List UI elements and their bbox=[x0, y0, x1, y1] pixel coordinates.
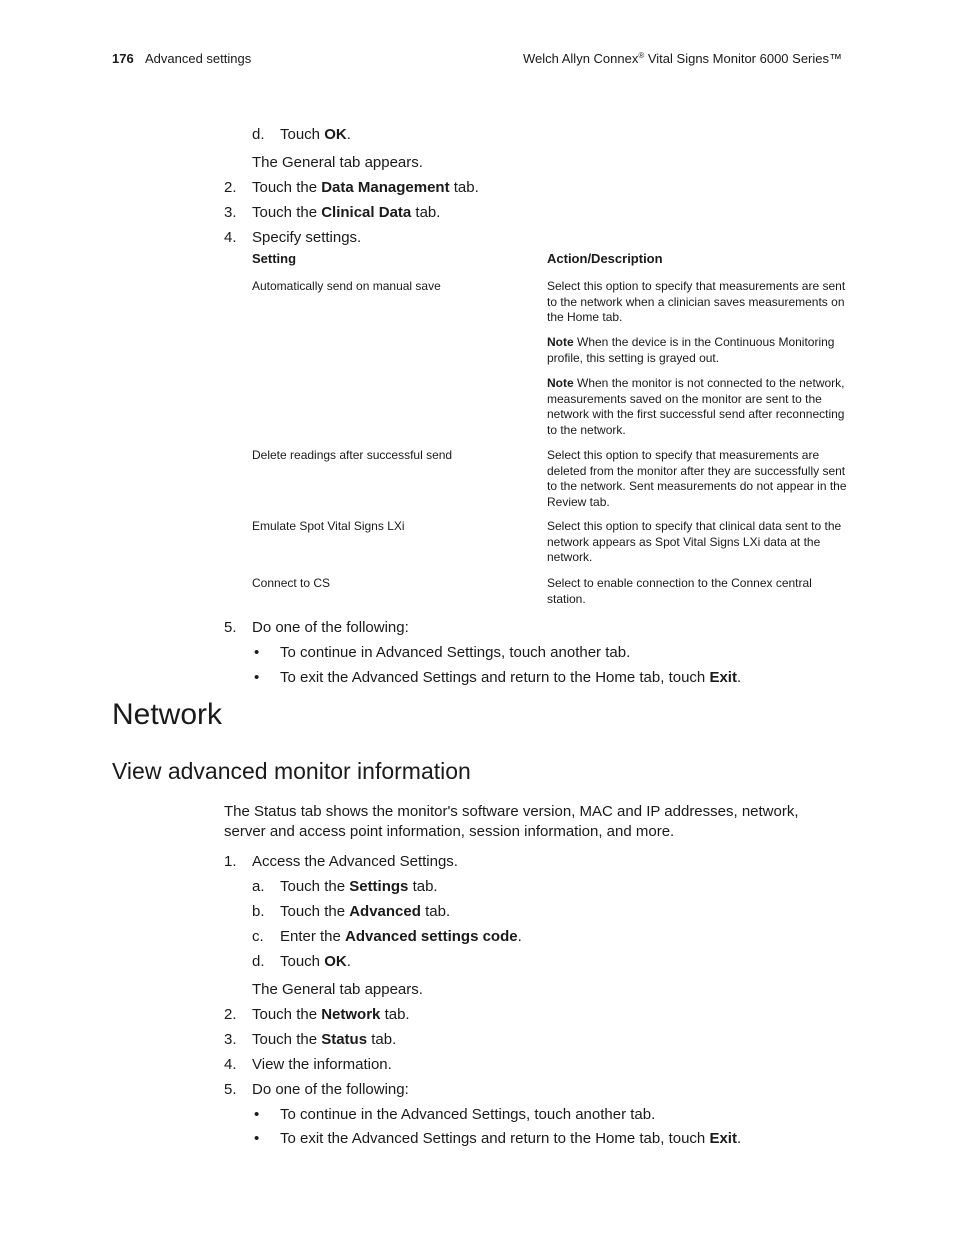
page-number: 176 bbox=[112, 51, 134, 66]
step-3: 3. Touch the Status tab. bbox=[224, 1031, 397, 1048]
step-2: 2. Touch the Data Management tab. bbox=[224, 179, 479, 196]
result-text: The General tab appears. bbox=[252, 981, 423, 998]
bullet-item: • To exit the Advanced Settings and return to the Home tab, touch Exit. bbox=[254, 669, 742, 686]
table-row-description: Select to enable connection to the Connex central station. bbox=[547, 576, 812, 606]
table-header-setting: Setting bbox=[252, 251, 297, 266]
step-2: 2. Touch the Network tab. bbox=[224, 1006, 410, 1023]
table-header-action: Action/Description bbox=[547, 251, 663, 266]
substep-d: d. Touch OK. bbox=[252, 126, 351, 143]
table-row-setting: Automatically send on manual save bbox=[252, 279, 441, 293]
table-row-description: Select this option to specify that measurements are deleted from the monitor after they are successfully sent to the network. Sent measurements do not appear in the Review tab. bbox=[547, 448, 847, 509]
substep-d: d. Touch OK. bbox=[252, 953, 351, 970]
step-5: 5. Do one of the following: bbox=[224, 619, 409, 636]
intro-paragraph: The Status tab shows the monitor's software version, MAC and IP addresses, network, server and access point information, session information, and more. bbox=[224, 803, 799, 840]
table-row-setting: Delete readings after successful send bbox=[252, 448, 453, 462]
table-note: Note When the device is in the Continuous Monitoring profile, this setting is grayed out. bbox=[547, 335, 835, 365]
running-section-title: Advanced settings bbox=[145, 51, 252, 66]
table-row-setting: Connect to CS bbox=[252, 576, 331, 590]
step-4: 4. Specify settings. bbox=[224, 229, 362, 246]
step-3: 3. Touch the Clinical Data tab. bbox=[224, 204, 441, 221]
step-5: 5. Do one of the following: bbox=[224, 1081, 409, 1098]
substep-b: b. Touch the Advanced tab. bbox=[252, 903, 451, 920]
bullet-item: • To continue in the Advanced Settings, touch another tab. bbox=[254, 1106, 656, 1123]
section-heading: Network bbox=[112, 698, 223, 731]
step-4: 4. View the information. bbox=[224, 1056, 392, 1073]
bullet-item: • To exit the Advanced Settings and return to the Home tab, touch Exit. bbox=[254, 1130, 742, 1147]
table-row-description: Select this option to specify that measurements are sent to the network when a clinician saves measurements on the Home tab. bbox=[547, 279, 846, 325]
result-text: The General tab appears. bbox=[252, 154, 423, 171]
step-1: 1. Access the Advanced Settings. bbox=[224, 853, 458, 870]
running-product-title: Welch Allyn Connex® Vital Signs Monitor 6000 Series™ bbox=[522, 51, 842, 66]
table-row-setting: Emulate Spot Vital Signs LXi bbox=[252, 519, 405, 533]
substep-c: c. Enter the Advanced settings code. bbox=[252, 928, 522, 945]
bullet-item: • To continue in Advanced Settings, touch another tab. bbox=[254, 644, 631, 661]
table-note: Note When the monitor is not connected to the network, measurements saved on the monitor are sent to the network with the first successful send after reconnecting to the network. bbox=[547, 376, 845, 437]
subsection-heading: View advanced monitor information bbox=[112, 758, 471, 784]
table-row-description: Select this option to specify that clinical data sent to the network appears as Spot Vital Signs LXi data at the network. bbox=[547, 519, 842, 565]
substep-a: a. Touch the Settings tab. bbox=[252, 878, 438, 895]
